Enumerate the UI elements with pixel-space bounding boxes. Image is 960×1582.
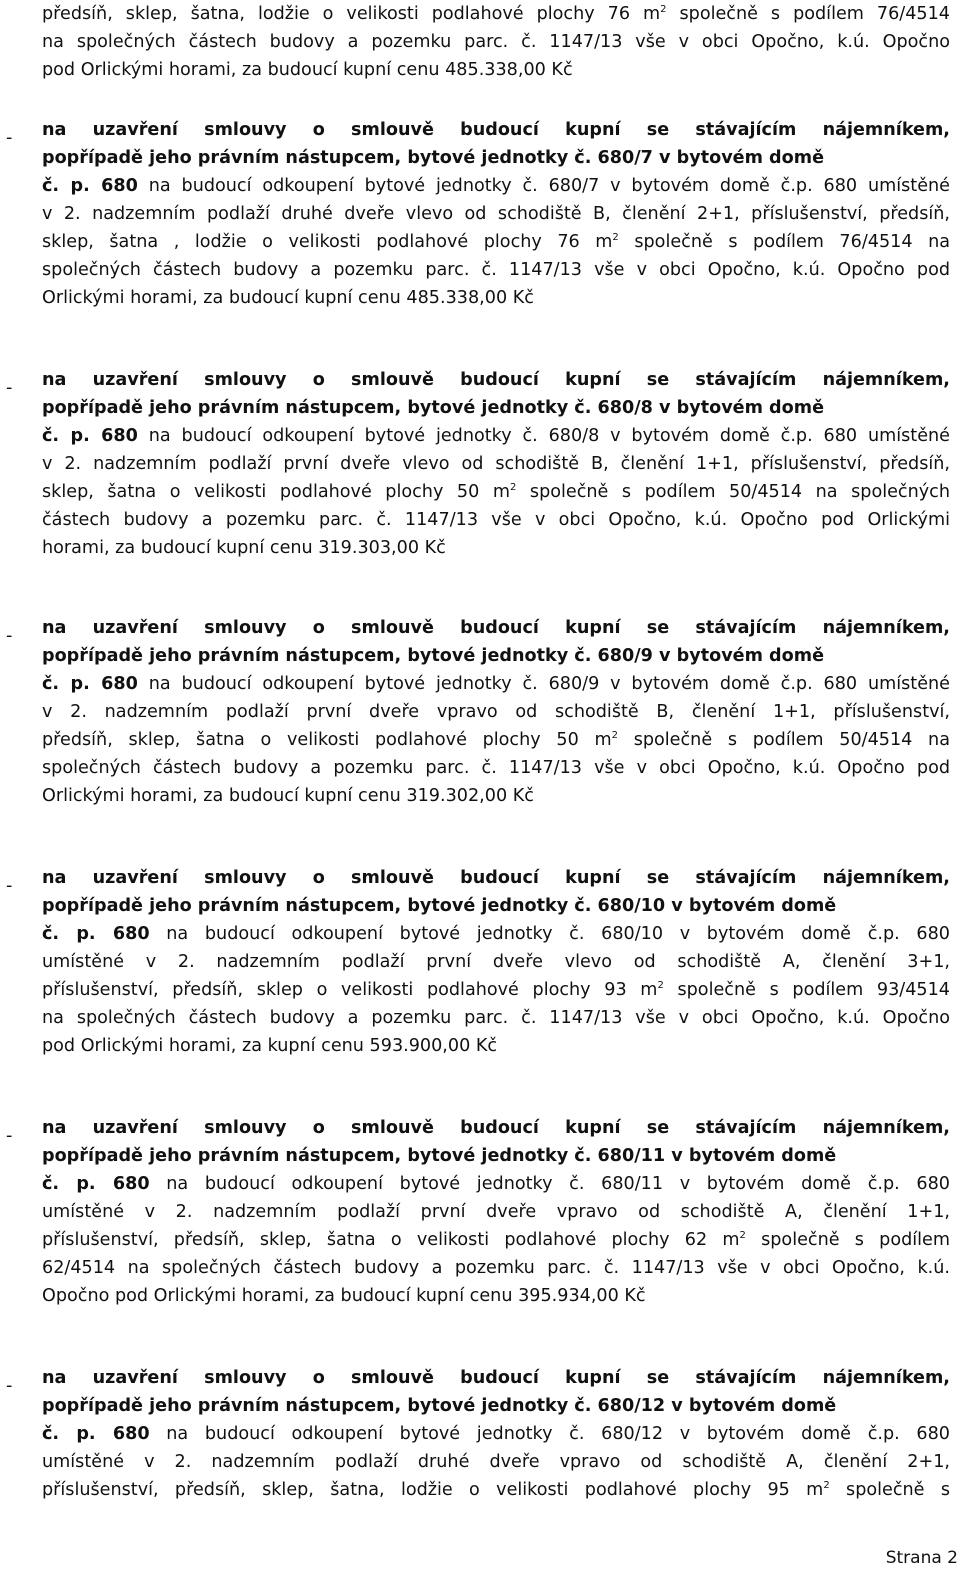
item-body (0, 670, 960, 810)
body-line-3-text: předsíň, sklep, šatna o velikosti podlahové plochy 50 m (42, 730, 612, 750)
intro-paragraph (0, 0, 960, 84)
body-line-5: Opočno pod Orlickými horami, za budoucí kupní cenu 395.934,00 Kč (42, 1286, 646, 1306)
body-line-3 (42, 478, 950, 506)
body-line-1-text: na budoucí odkoupení bytové jednotky č. 680/12 v bytovém domě č.p. 680 (166, 1424, 950, 1444)
body-line-5: pod Orlickými horami, za kupní cenu 593.900,00 Kč (42, 1036, 498, 1056)
body-line-4: společných částech budovy a pozemku parc. č. 1147/13 vše v obci Opočno, k.ú. Opočno pod (42, 758, 950, 778)
resolution-item (0, 1364, 960, 1504)
body-line-3 (42, 1226, 950, 1254)
list-dash: - (6, 1126, 13, 1146)
heading-line-1: na uzavření smlouvy o smlouvě budoucí kupní se stávajícím nájemníkem, (42, 370, 950, 390)
heading-line-1: na uzavření smlouvy o smlouvě budoucí kupní se stávajícím nájemníkem, (42, 618, 950, 638)
heading-line-1: na uzavření smlouvy o smlouvě budoucí kupní se stávajícím nájemníkem, (42, 120, 950, 140)
body-line-3 (42, 228, 950, 256)
superscript: 2 (823, 1480, 830, 1491)
body-line-1 (42, 920, 950, 948)
body-line-5: Orlickými horami, za budoucí kupní cenu 485.338,00 Kč (42, 288, 534, 308)
body-line-1-text: na budoucí odkoupení bytové jednotky č. 680/8 v bytovém domě č.p. 680 umístěné (148, 426, 950, 446)
body-line-2: umístěné v 2. nadzemním podlaží druhé dveře vpravo od schodiště A, členění 2+1, (42, 1452, 950, 1472)
body-line-2: v 2. nadzemním podlaží druhé dveře vlevo od schodiště B, členění 2+1, příslušenství, předsíň, (42, 204, 950, 224)
item-heading (0, 116, 960, 172)
body-line-3-tail: společně s podílem 93/4514 (663, 980, 950, 1000)
body-line-4: společných částech budovy a pozemku parc. č. 1147/13 vše v obci Opočno, k.ú. Opočno pod (42, 260, 950, 280)
item-body (0, 422, 960, 562)
item-body (0, 172, 960, 312)
item-heading (0, 864, 960, 920)
resolution-item (0, 116, 960, 312)
body-line-4: částech budovy a pozemku parc. č. 1147/13 vše v obci Opočno, k.ú. Opočno pod Orlickými (42, 510, 950, 530)
list-dash: - (6, 626, 13, 646)
body-line-3-text: příslušenství, předsíň, sklep, šatna o velikosti podlahové plochy 62 m (42, 1230, 740, 1250)
list-dash: - (6, 1376, 13, 1396)
heading-line-1: na uzavření smlouvy o smlouvě budoucí kupní se stávajícím nájemníkem, (42, 1118, 950, 1138)
superscript: 2 (739, 1230, 746, 1241)
body-line-3-tail: společně s podílem 50/4514 na společných (516, 482, 950, 502)
body-line-5: horami, za budoucí kupní cenu 319.303,00 Kč (42, 538, 446, 558)
body-line-3 (42, 726, 950, 754)
superscript: 2 (660, 4, 667, 15)
building-number: č. p. 680 (42, 1174, 150, 1194)
body-line-1 (42, 670, 950, 698)
intro-line-1 (42, 0, 950, 28)
body-line-3 (42, 976, 950, 1004)
superscript: 2 (612, 232, 619, 243)
building-number: č. p. 680 (42, 176, 138, 196)
building-number: č. p. 680 (42, 674, 138, 694)
building-number: č. p. 680 (42, 426, 138, 446)
resolution-item (0, 1114, 960, 1310)
heading-line-1: na uzavření smlouvy o smlouvě budoucí kupní se stávajícím nájemníkem, (42, 868, 950, 888)
building-number: č. p. 680 (42, 924, 150, 944)
item-body (0, 920, 960, 1060)
body-line-3 (42, 1476, 950, 1504)
body-line-3-text: sklep, šatna o velikosti podlahové plochy 50 m (42, 482, 510, 502)
heading-line-2: popřípadě jeho právním nástupcem, bytové jednotky č. 680/11 v bytovém domě (42, 1146, 837, 1166)
body-line-3-tail: společně s podílem (745, 1230, 950, 1250)
body-line-3-tail: společně s podílem 50/4514 na (617, 730, 950, 750)
building-number: č. p. 680 (42, 1424, 150, 1444)
item-heading (0, 1114, 960, 1170)
heading-line-2: popřípadě jeho právním nástupcem, bytové jednotky č. 680/7 v bytovém domě (42, 148, 825, 168)
body-line-2: umístěné v 2. nadzemním podlaží první dveře vlevo od schodiště A, členění 3+1, (42, 952, 950, 972)
superscript: 2 (657, 980, 664, 991)
heading-line-2: popřípadě jeho právním nástupcem, bytové jednotky č. 680/9 v bytovém domě (42, 646, 825, 666)
list-dash: - (6, 128, 13, 148)
heading-line-1: na uzavření smlouvy o smlouvě budoucí kupní se stávajícím nájemníkem, (42, 1368, 950, 1388)
superscript: 2 (611, 730, 618, 741)
heading-line-2: popřípadě jeho právním nástupcem, bytové jednotky č. 680/12 v bytovém domě (42, 1396, 837, 1416)
body-line-2: umístěné v 2. nadzemním podlaží první dveře vpravo od schodiště A, členění 1+1, (42, 1202, 950, 1222)
body-line-2: v 2. nadzemním podlaží první dveře vlevo od schodiště B, členění 1+1, příslušenství, předsíň, (42, 454, 950, 474)
body-line-3-tail: společně s (829, 1480, 950, 1500)
intro-line-1-text: předsíň, sklep, šatna, lodžie o velikosti podlahové plochy 76 m (42, 4, 661, 24)
resolution-item (0, 864, 960, 1060)
item-body (0, 1170, 960, 1310)
list-dash: - (6, 378, 13, 398)
body-line-4: na společných částech budovy a pozemku parc. č. 1147/13 vše v obci Opočno, k.ú. Opočno (42, 1008, 950, 1028)
heading-line-2: popřípadě jeho právním nástupcem, bytové jednotky č. 680/10 v bytovém domě (42, 896, 837, 916)
resolution-item (0, 614, 960, 810)
body-line-1 (42, 1170, 950, 1198)
body-line-4: 62/4514 na společných částech budovy a pozemku parc. č. 1147/13 vše v obci Opočno, k.ú. (42, 1258, 950, 1278)
body-line-3-text: příslušenství, předsíň, sklep o velikosti podlahové plochy 93 m (42, 980, 658, 1000)
body-line-1-text: na budoucí odkoupení bytové jednotky č. 680/7 v bytovém domě č.p. 680 umístěné (148, 176, 950, 196)
page-number: Strana 2 (885, 1548, 958, 1568)
body-line-3-text: sklep, šatna , lodžie o velikosti podlahové plochy 76 m (42, 232, 613, 252)
item-heading (0, 614, 960, 670)
body-line-1 (42, 1420, 950, 1448)
list-dash: - (6, 876, 13, 896)
heading-line-2: popřípadě jeho právním nástupcem, bytové jednotky č. 680/8 v bytovém domě (42, 398, 825, 418)
body-line-1-text: na budoucí odkoupení bytové jednotky č. 680/11 v bytovém domě č.p. 680 (166, 1174, 950, 1194)
superscript: 2 (509, 482, 517, 493)
body-line-5: Orlickými horami, za budoucí kupní cenu 319.302,00 Kč (42, 786, 534, 806)
body-line-2: v 2. nadzemním podlaží první dveře vpravo od schodiště B, členění 1+1, příslušenství, (42, 702, 950, 722)
body-line-1-text: na budoucí odkoupení bytové jednotky č. 680/9 v bytovém domě č.p. 680 umístěné (148, 674, 950, 694)
intro-line-1-tail: společně s podílem 76/4514 (666, 4, 950, 24)
body-line-3-tail: společně s podílem 76/4514 na (618, 232, 950, 252)
intro-line-3: pod Orlickými horami, za budoucí kupní cenu 485.338,00 Kč (42, 60, 573, 80)
item-heading (0, 366, 960, 422)
body-line-1 (42, 172, 950, 200)
intro-line-2: na společných částech budovy a pozemku parc. č. 1147/13 vše v obci Opočno, k.ú. Opočno (42, 32, 950, 52)
body-line-3-text: příslušenství, předsíň, sklep, šatna, lodžie o velikosti podlahové plochy 95 m (42, 1480, 824, 1500)
item-heading (0, 1364, 960, 1420)
item-body (0, 1420, 960, 1504)
resolution-item (0, 366, 960, 562)
body-line-1 (42, 422, 950, 450)
body-line-1-text: na budoucí odkoupení bytové jednotky č. 680/10 v bytovém domě č.p. 680 (166, 924, 950, 944)
